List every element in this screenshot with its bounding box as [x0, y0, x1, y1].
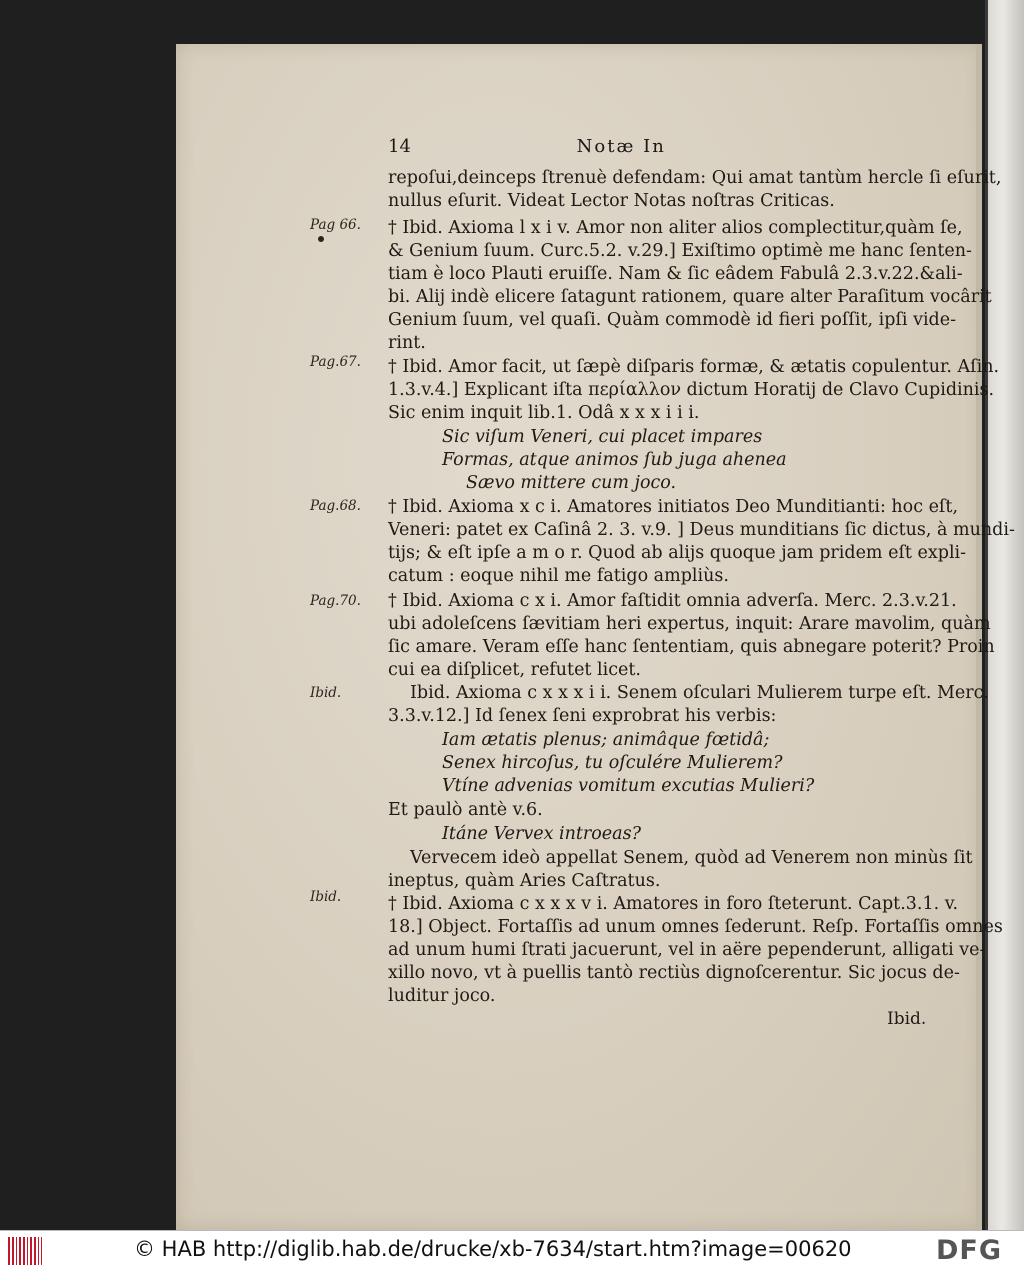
catchword: Ibid. — [887, 1009, 927, 1029]
ink-dot — [318, 236, 324, 242]
margin-note: Pag.70. — [310, 593, 361, 609]
text-line: ad unum humi ſtrati jacuerunt, vel in aëre pependerunt, alligati ve- — [388, 940, 986, 960]
verse-line: Itáne Vervex introeas? — [442, 824, 641, 844]
text-line: Genium ſuum, vel quaſi. Quàm commodè id fieri poſſit, ipſi vide- — [388, 310, 957, 330]
dfg-logo: DFG — [936, 1235, 1003, 1266]
text-line: † Ibid. Axioma l x i v. Amor non aliter alios complectitur,quàm ſe, — [388, 218, 963, 238]
text-line: ſic amare. Veram eſſe hanc ſententiam, quis abnegare poterit? Proin — [388, 637, 995, 657]
text-line: repoſui,deinceps ſtrenuè defendam: Qui amat tantùm hercle ſi eſurit, — [388, 168, 1002, 188]
verse-line: Vtíne advenias vomitum excutias Mulieri? — [442, 776, 815, 796]
text-line: Veneri: patet ex Caſinâ 2. 3. v.9. ] Deus munditians ſic dictus, à mundi- — [388, 520, 1015, 540]
copyright-link[interactable]: © HAB http://diglib.hab.de/drucke/xb-7634/start.htm?image=00620 — [134, 1237, 852, 1261]
text-line: & Genium ſuum. Curc.5.2. v.29.] Exiſtimo optimè me hanc ſenten- — [388, 241, 972, 261]
running-title: Notæ In — [576, 136, 666, 157]
text-line: rint. — [388, 333, 426, 353]
text-line: † Ibid. Axioma c x i. Amor faſtidit omnia adverſa. Merc. 2.3.v.21. — [388, 591, 957, 611]
text-line: Sic enim inquit lib.1. Odâ x x x i i i. — [388, 403, 700, 423]
text-line: xillo novo, vt à puellis tantò rectiùs dignoſcerentur. Sic jocus de- — [388, 963, 960, 983]
text-line: Et paulò antè v.6. — [388, 800, 543, 820]
verse-line: Sic viſum Veneri, cui placet impares — [442, 427, 763, 447]
margin-note: Ibid. — [310, 889, 342, 905]
verse-line: Iam ætatis plenus; animâque fœtidâ; — [442, 730, 770, 750]
margin-note: Ibid. — [310, 685, 342, 701]
text-line: ubi adoleſcens ſævitiam heri expertus, inquit: Arare mavolim, quàm — [388, 614, 991, 634]
text-line: Vervecem ideò appellat Senem, quòd ad Venerem non minùs ſit — [410, 848, 973, 868]
text-line: luditur joco. — [388, 986, 496, 1006]
text-line: † Ibid. Axioma c x x x v i. Amatores in foro ſteterunt. Capt.3.1. v. — [388, 894, 959, 914]
text-line: cui ea diſplicet, refutet licet. — [388, 660, 641, 680]
page-header — [388, 136, 666, 157]
verse-line: Sævo mittere cum joco. — [466, 473, 677, 493]
text-line: bi. Alij indè elicere ſatagunt rationem, quare alter Paraſitum vocârit — [388, 287, 992, 307]
margin-note: Pag.67. — [310, 354, 361, 370]
text-line: 1.3.v.4.] Explicant iſta περίαλλον dictum Horatij de Clavo Cupidinis. — [388, 380, 995, 400]
text-line: † Ibid. Axioma x c i. Amatores initiatos Deo Munditianti: hoc eſt, — [388, 497, 959, 517]
verse-line: Formas, atque animos ſub juga ahenea — [442, 450, 787, 470]
text-line: 18.] Object. Fortaſſis ad unum omnes ſederunt. Reſp. Fortaſſis omnes — [388, 917, 1003, 937]
text-line: † Ibid. Amor facit, ut ſæpè diſparis formæ, & ætatis copulentur. Aſin. — [388, 357, 1000, 377]
margin-note: Pag 66. — [310, 217, 361, 233]
text-line: ineptus, quàm Aries Caſtratus. — [388, 871, 661, 891]
text-line: Ibid. Axioma c x x x i i. Senem oſculari Mulierem turpe eſt. Merc. — [410, 683, 989, 703]
text-line: tijs; & eſt ipſe a m o r. Quod ab alijs quoque jam pridem eſt expli- — [388, 543, 967, 563]
verse-line: Senex hircoſus, tu oſculére Mulierem? — [442, 753, 783, 773]
margin-note: Pag.68. — [310, 498, 361, 514]
hab-barcode-icon — [8, 1237, 42, 1265]
text-line: catum : eoque nihil me fatigo ampliùs. — [388, 566, 729, 586]
text-line: nullus eſurit. Videat Lector Notas noſtras Criticas. — [388, 191, 835, 211]
page-number: 14 — [388, 136, 411, 157]
text-line: tiam è loco Plauti eruiſſe. Nam & ſic eâdem Fabulâ 2.3.v.22.&ali- — [388, 264, 963, 284]
footer-bar — [0, 1230, 1024, 1271]
text-line: 3.3.v.12.] Id ſenex ſeni exprobrat his verbis: — [388, 706, 777, 726]
